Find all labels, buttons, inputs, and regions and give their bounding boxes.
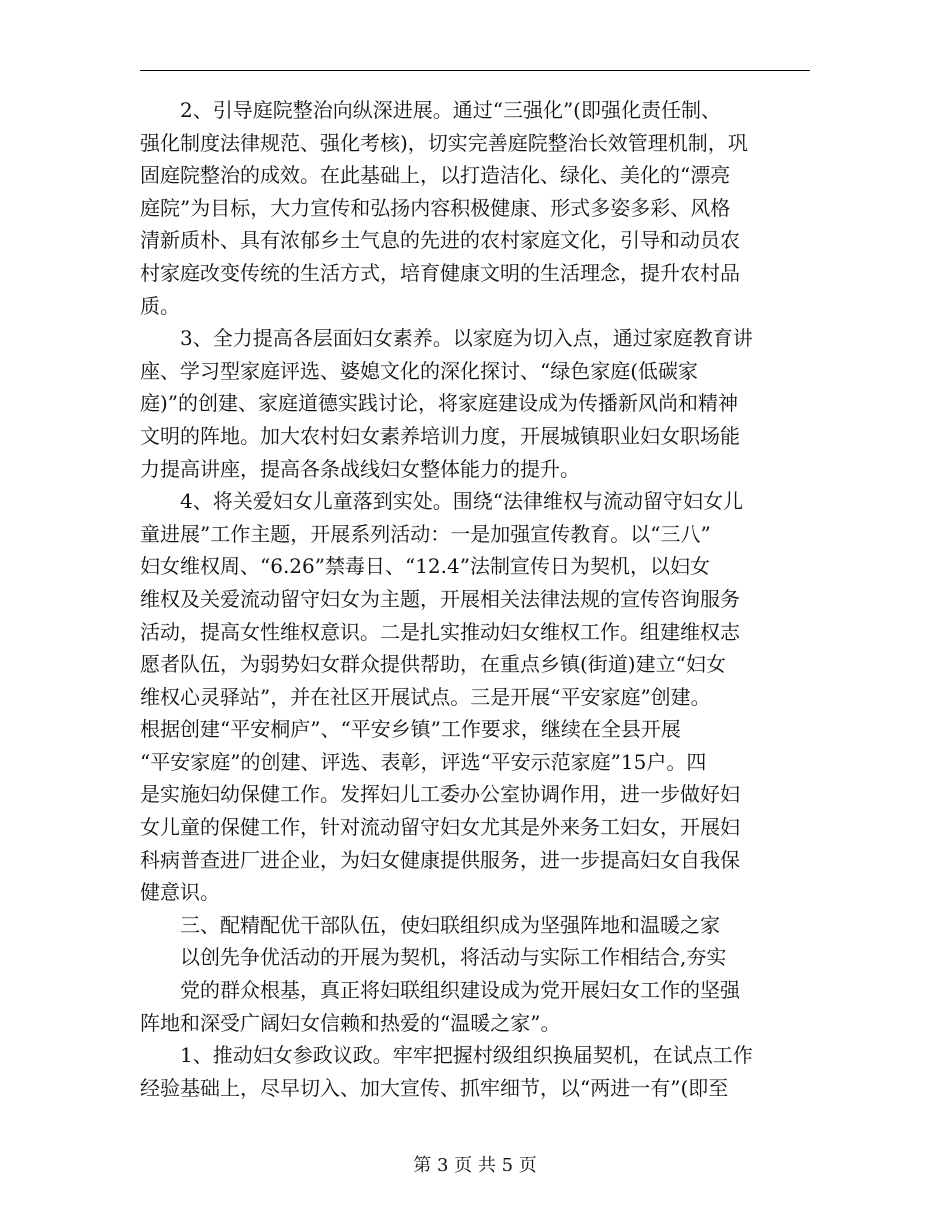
text-line: 阵地和深受广阔妇女信赖和热爱的“温暖之家”。 [140, 1010, 561, 1035]
text-line: 经验基础上，尽早切入、加大宣传、抓牢细节，以“两进一有”(即至 [140, 1075, 729, 1100]
text-line: 固庭院整治的成效。在此基础上，以打造洁化、绿化、美化的“漂亮 [140, 163, 731, 188]
text-line: 维权及关爱流动留守妇女为主题，开展相关法律法规的宣传咨询服务 [140, 586, 740, 611]
text-line: 女儿童的保健工作，针对流动留守妇女尤其是外来务工妇女，开展妇 [140, 815, 740, 840]
text-line: 村家庭改变传统的生活方式，培育健康文明的生活理念，提升农村品 [140, 260, 740, 285]
text-line: 座、学习型家庭评选、婆媳文化的深化探讨、“绿色家庭(低碳家 [140, 358, 699, 383]
section-heading: 三、配精配优干部队伍，使妇联组织成为坚强阵地和温暖之家 [140, 912, 720, 937]
text-line: 愿者队伍，为弱势妇女群众提供帮助，在重点乡镇(街道)建立“妇女 [140, 652, 726, 677]
text-line: 庭)”的创建、家庭道德实践讨论，将家庭建设成为传播新风尚和精神 [140, 391, 739, 416]
text-line: 力提高讲座，提高各条战线妇女整体能力的提升。 [140, 456, 580, 481]
body-text [140, 94, 810, 1104]
text-line: 党的群众根基，真正将妇联组织建设成为党开展妇女工作的坚强 [140, 978, 740, 1003]
text-line: 4、将关爱妇女儿童落到实处。围绕“法律维权与流动留守妇女儿 [140, 489, 743, 514]
text-line: 2、引导庭院整治向纵深进展。通过“三强化”(即强化责任制、 [140, 98, 721, 122]
text-line: 文明的阵地。加大农村妇女素养培训力度，开展城镇职业妇女职场能 [140, 423, 740, 448]
text-line: 活动，提高女性维权意识。二是扎实推动妇女维权工作。组建维权志 [140, 619, 740, 644]
text-line: 强化制度法律规范、强化考核)，切实完善庭院整治长效管理机制，巩 [140, 130, 748, 155]
text-line: 科病普查进厂进企业，为妇女健康提供服务，进一步提高妇女自我保 [140, 847, 740, 872]
text-line: 庭院”为目标，大力宣传和弘扬内容积极健康、形式多姿多彩、风格 [140, 195, 731, 220]
text-line: 质。 [140, 293, 180, 318]
text-line: 以创先争优活动的开展为契机，将活动与实际工作相结合,夯实 [140, 945, 727, 970]
text-line: 童进展”工作主题，开展系列活动：一是加强宣传教育。以“三八” [140, 521, 711, 546]
page-number-footer: 第 3 页 共 5 页 [413, 1155, 537, 1176]
header-rule [140, 70, 810, 71]
text-line: 妇女维权周、“6.26”禁毒日、“12.4”法制宣传日为契机，以妇女 [140, 554, 710, 579]
text-line: 1、推动妇女参政议政。牢牢把握村级组织换届契机，在试点工作 [140, 1043, 753, 1068]
text-line: 根据创建“平安桐庐”、“平安乡镇”工作要求，继续在全县开展 [140, 717, 681, 742]
text-line: 清新质朴、具有浓郁乡土气息的先进的农村家庭文化，引导和动员农 [140, 228, 740, 253]
text-line: 健意识。 [140, 880, 220, 905]
text-line: 是实施妇幼保健工作。发挥妇儿工委办公室协调作用，进一步做好妇 [140, 782, 740, 807]
text-line: “平安家庭”的创建、评选、表彰，评选“平安示范家庭”15户。四 [140, 749, 707, 774]
text-line: 3、全力提高各层面妇女素养。以家庭为切入点，通过家庭教育讲 [140, 326, 753, 351]
text-line: 维权心灵驿站”，并在社区开展试点。三是开展“平安家庭”创建。 [140, 684, 711, 709]
